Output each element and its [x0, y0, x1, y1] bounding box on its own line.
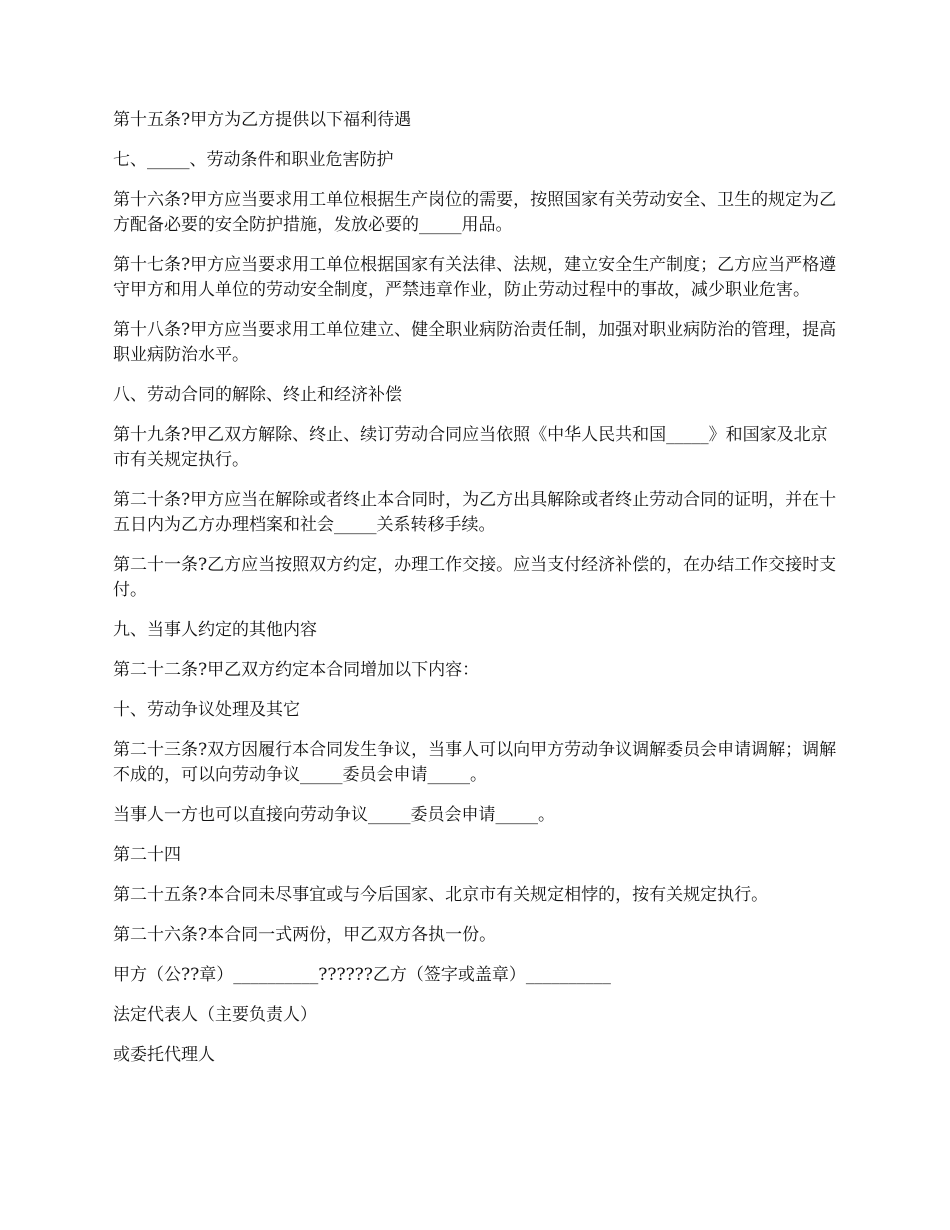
article-21: 第二十一条?乙方应当按照双方约定，办理工作交接。应当支付经济补偿的，在办结工作交接时支付。 [113, 555, 837, 600]
article-18: 第十八条?甲方应当要求用工单位建立、健全职业病防治责任制，加强对职业病防治的管理，提高职业病防治水平。 [113, 320, 837, 365]
section-7-heading: 七、_____、劳动条件和职业危害防护 [113, 150, 394, 170]
article-23-continued: 当事人一方也可以直接向劳动争议_____委员会申请_____。 [113, 805, 555, 825]
article-17: 第十七条?甲方应当要求用工单位根据国家有关法律、法规，建立安全生产制度；乙方应当严格遵守甲方和用人单位的劳动安全制度，严禁违章作业，防止劳动过程中的事故，减少职业危害。 [113, 255, 837, 300]
authorized-agent-line: 或委托代理人 [113, 1045, 215, 1065]
article-26: 第二十六条?本合同一式两份，甲乙双方各执一份。 [113, 925, 497, 945]
document-page [113, 108, 839, 1083]
article-25: 第二十五条?本合同未尽事宜或与今后国家、北京市有关规定相悖的，按有关规定执行。 [113, 885, 769, 905]
article-15: 第十五条?甲方为乙方提供以下福利待遇 [113, 110, 412, 130]
article-22: 第二十二条?甲乙双方约定本合同增加以下内容： [113, 660, 480, 680]
article-20: 第二十条?甲方应当在解除或者终止本合同时，为乙方出具解除或者终止劳动合同的证明，并在十五日内为乙方办理档案和社会_____关系转移手续。 [113, 490, 837, 535]
signature-line: 甲方（公??章）__________??????乙方（签字或盖章）__________ [113, 965, 611, 985]
section-8-heading: 八、劳动合同的解除、终止和经济补偿 [113, 385, 402, 405]
section-10-heading: 十、劳动争议处理及其它 [113, 700, 300, 720]
article-23: 第二十三条?双方因履行本合同发生争议，当事人可以向甲方劳动争议调解委员会申请调解；调解不成的，可以向劳动争议_____委员会申请_____。 [113, 740, 837, 785]
legal-representative-line: 法定代表人（主要负责人） [113, 1005, 317, 1025]
section-9-heading: 九、当事人约定的其他内容 [113, 620, 317, 640]
article-24: 第二十四 [113, 845, 181, 865]
article-19: 第十九条?甲乙双方解除、终止、续订劳动合同应当依照《中华人民共和国_____》和国家及北京市有关规定执行。 [113, 425, 828, 470]
article-16: 第十六条?甲方应当要求用工单位根据生产岗位的需要，按照国家有关劳动安全、卫生的规定为乙方配备必要的安全防护措施，发放必要的_____用品。 [113, 190, 837, 235]
